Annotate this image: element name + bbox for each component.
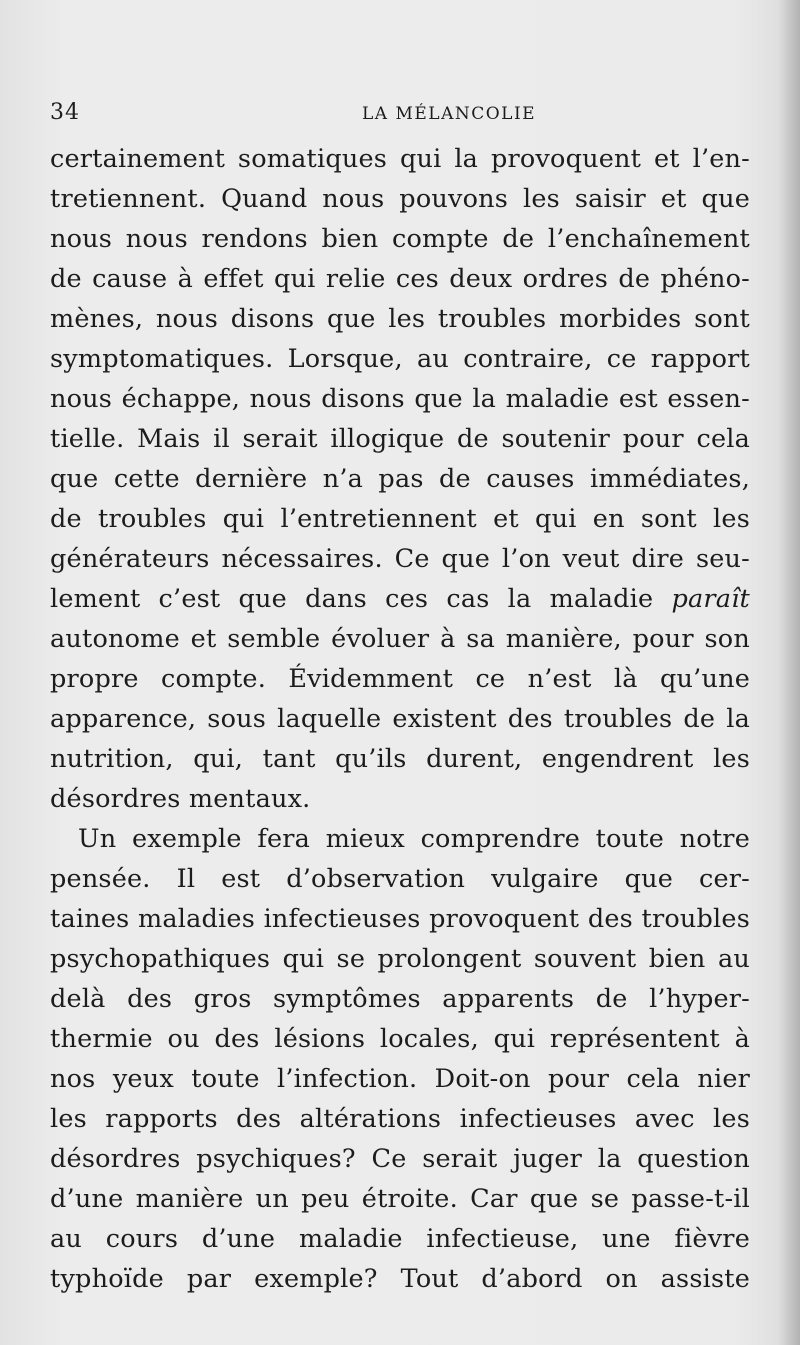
text-line: d’une manière un peu étroite. Car que se passe-t-il: [50, 1184, 750, 1214]
text-line: nous échappe, nous disons que la maladie est essen-: [50, 384, 750, 414]
text-line: typhoïde par exemple? Tout d’abord on assiste: [50, 1264, 750, 1294]
text-line: tielle. Mais il serait illogique de soutenir pour cela: [50, 424, 750, 454]
text-line: delà des gros symptômes apparents de l’hyper-: [50, 984, 750, 1014]
text-line: taines maladies infectieuses provoquent des troubles: [50, 904, 750, 934]
text-line: nos yeux toute l’infection. Doit-on pour cela nier: [50, 1064, 750, 1094]
text-line: autonome et semble évoluer à sa manière, pour son: [50, 624, 750, 654]
text-line: générateurs nécessaires. Ce que l’on veut dire seu-: [50, 544, 750, 574]
text-line: tretiennent. Quand nous pouvons les saisir et que: [50, 184, 750, 214]
paragraph: [50, 139, 750, 819]
text-line: psychopathiques qui se prolongent souvent bien au: [50, 944, 750, 974]
text-line: désordres psychiques? Ce serait juger la question: [50, 1144, 750, 1174]
body-text: [50, 139, 750, 1299]
text-line: les rapports des altérations infectieuses avec les: [50, 1104, 750, 1134]
italic-word: paraît: [671, 584, 750, 614]
text-line: [50, 579, 750, 619]
text-line: thermie ou des lésions locales, qui représentent à: [50, 1024, 750, 1054]
page-header: [50, 100, 750, 134]
text-line: mènes, nous disons que les troubles morbides sont: [50, 304, 750, 334]
text-line: au cours d’une maladie infectieuse, une fièvre: [50, 1224, 750, 1254]
text-line-segment: lement c’est que dans ces cas la maladie: [50, 584, 672, 614]
text-line: désordres mentaux.: [50, 784, 311, 814]
text-line: apparence, sous laquelle existent des troubles de la: [50, 704, 750, 734]
text-line: nous nous rendons bien compte de l’enchaînement: [50, 224, 750, 254]
text-line: nutrition, qui, tant qu’ils durent, engendrent les: [50, 744, 750, 774]
text-line: que cette dernière n’a pas de causes immédiates,: [50, 464, 750, 494]
text-line: certainement somatiques qui la provoquent et l’en-: [50, 144, 750, 174]
text-line: de troubles qui l’entretiennent et qui en sont les: [50, 504, 750, 534]
text-line: Un exemple fera mieux comprendre toute notre: [78, 824, 750, 854]
text-line: de cause à effet qui relie ces deux ordres de phéno-: [50, 264, 750, 294]
page-number: 34: [50, 100, 80, 125]
page-edge-shadow: [778, 0, 800, 1345]
text-line: propre compte. Évidemment ce n’est là qu’une: [50, 664, 750, 694]
text-line: symptomatiques. Lorsque, au contraire, ce rapport: [50, 344, 750, 374]
running-title: LA MÉLANCOLIE: [362, 104, 537, 124]
text-line: pensée. Il est d’observation vulgaire que cer-: [50, 864, 750, 894]
paragraph: [50, 819, 750, 1299]
